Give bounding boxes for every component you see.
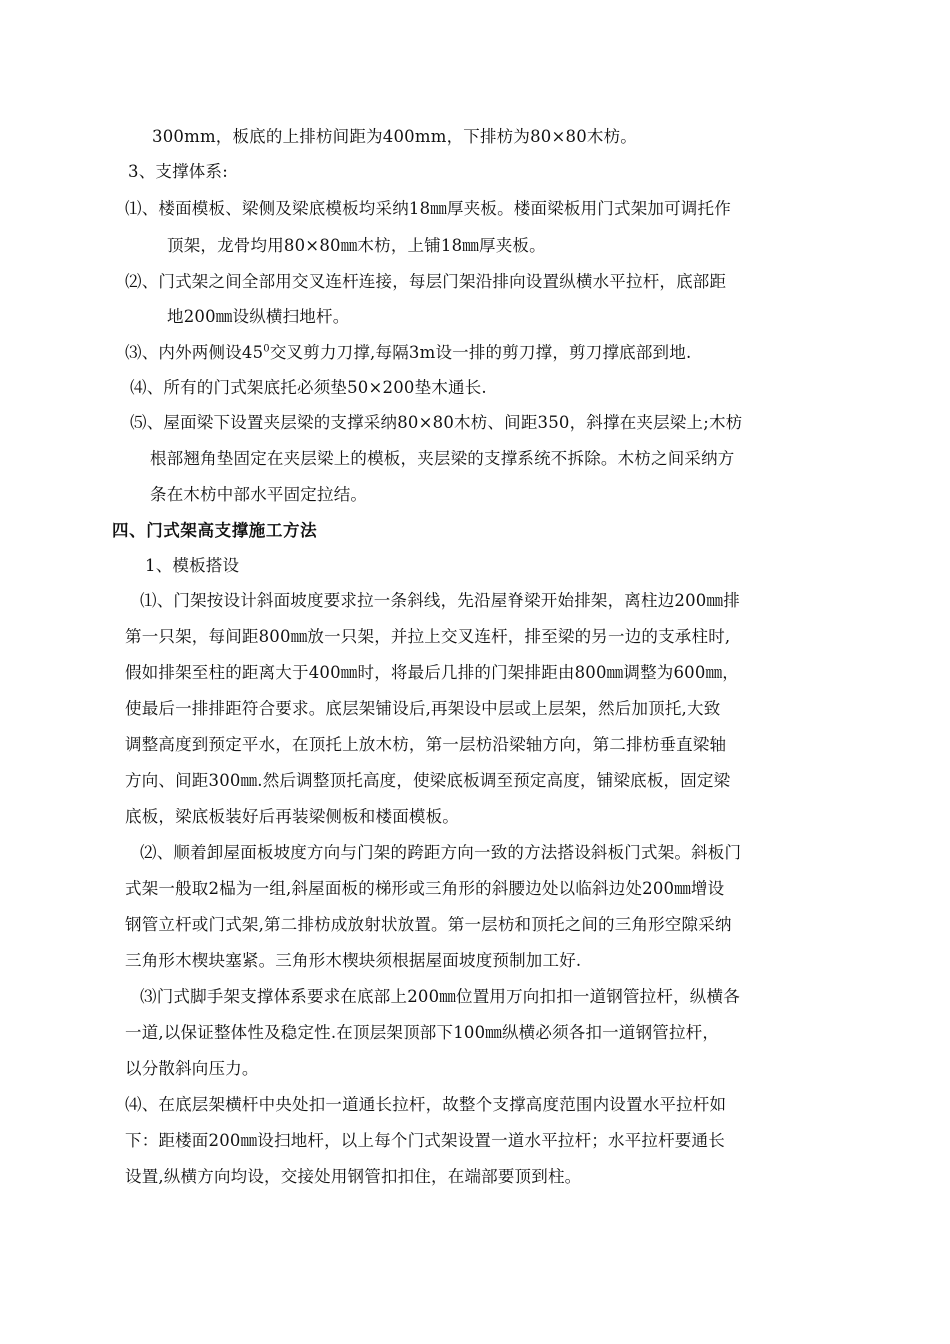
text-line: 根部翘角垫固定在夹层梁上的模板，夹层梁的支撑系统不拆除。木枋之间采纳方: [150, 449, 735, 468]
text-line: 地200㎜设纵横扫地杆。: [167, 307, 350, 326]
list-item: ⑸、屋面梁下设置夹层梁的支撑采纳80×80木枋、间距350，斜撑在夹层梁上;木枋: [130, 413, 743, 432]
paragraph-line: ⑷、在底层架横杆中央处扣一道通长拉杆，故整个支撑高度范围内设置水平拉杆如: [125, 1095, 727, 1114]
paragraph-line: 下：距楼面200㎜设扫地杆，以上每个门式架设置一道水平拉杆；水平拉杆要通长: [125, 1131, 725, 1150]
paragraph-line: ⑵、顺着卸屋面板坡度方向与门架的跨距方向一致的方法搭设斜板门式架。斜板门: [140, 843, 742, 862]
paragraph-line: 一道,以保证整体性及稳定性.在顶层架顶部下100㎜纵横必须各扣一道钢管拉杆，: [125, 1023, 720, 1042]
paragraph-line: 式架一般取2榀为一组,斜屋面板的梯形或三角形的斜腰边处以临斜边处200㎜增设: [125, 879, 725, 898]
paragraph-line: 以分散斜向压力。: [125, 1059, 259, 1078]
paragraph-line: 三角形木楔块塞紧。三角形木楔块须根据屋面坡度预制加工好.: [125, 951, 582, 970]
paragraph-line: 假如排架至柱的距离大于400㎜时，将最后几排的门架排距由800㎜调整为600㎜，: [125, 663, 739, 682]
paragraph-line: 第一只架，每间距800㎜放一只架，并拉上交叉连杆，排至梁的另一边的支承柱时,: [125, 627, 731, 646]
text-line: 顶架，龙骨均用80×80㎜木枋，上铺18㎜厚夹板。: [167, 236, 546, 255]
list-item: ⑴、楼面模板、梁侧及梁底模板均采纳18㎜厚夹板。楼面梁板用门式架加可调托作: [125, 199, 731, 218]
list-item: ⑵、门式架之间全部用交叉连杆连接，每层门架沿排向设置纵横水平拉杆，底部距: [125, 272, 727, 291]
text-line: 300mm，板底的上排枋间距为400mm，下排枋为80×80木枋。: [152, 127, 637, 146]
section-heading: 1、模板搭设: [145, 556, 240, 575]
list-item: ⑷、所有的门式架底托必须垫50×200垫木通长.: [130, 378, 487, 397]
chapter-heading: 四、门式架高支撑施工方法: [112, 521, 318, 540]
section-heading: 3、支撑体系:: [128, 162, 228, 181]
paragraph-line: 钢管立杆或门式架,第二排枋成放射状放置。第一层枋和顶托之间的三角形空隙采纳: [125, 915, 732, 934]
paragraph-line: ⑶门式脚手架支撑体系要求在底部上200㎜位置用万向扣扣一道钢管拉杆，纵横各: [140, 987, 740, 1006]
list-item: [125, 342, 691, 364]
paragraph-line: 设置,纵横方向均设，交接处用钢管扣扣住，在端部要顶到柱。: [125, 1167, 582, 1186]
paragraph-line: 调整高度到预定平水，在顶托上放木枋，第一层枋沿梁轴方向，第二排枋垂直梁轴: [125, 735, 727, 754]
paragraph-line: 使最后一排排距符合要求。底层架铺设后,再架设中层或上层架，然后加顶托,大致: [125, 699, 721, 718]
text-segment: 交叉剪力刀撑,每隔3m设一排的剪刀撑，剪刀撑底部到地.: [269, 343, 692, 362]
text-line: 条在木枋中部水平固定拉结。: [150, 485, 368, 504]
paragraph-line: ⑴、门架按设计斜面坡度要求拉一条斜线，先沿屋脊梁开始排架，离柱边200㎜排: [140, 591, 740, 610]
superscript-zero: 0: [263, 343, 270, 355]
paragraph-line: 底板，梁底板装好后再装梁侧板和楼面模板。: [125, 807, 459, 826]
text-segment: ⑶、内外两侧设45: [125, 343, 264, 362]
paragraph-line: 方向、间距300㎜.然后调整顶托高度，使梁底板调至预定高度，铺梁底板，固定梁: [125, 771, 731, 790]
